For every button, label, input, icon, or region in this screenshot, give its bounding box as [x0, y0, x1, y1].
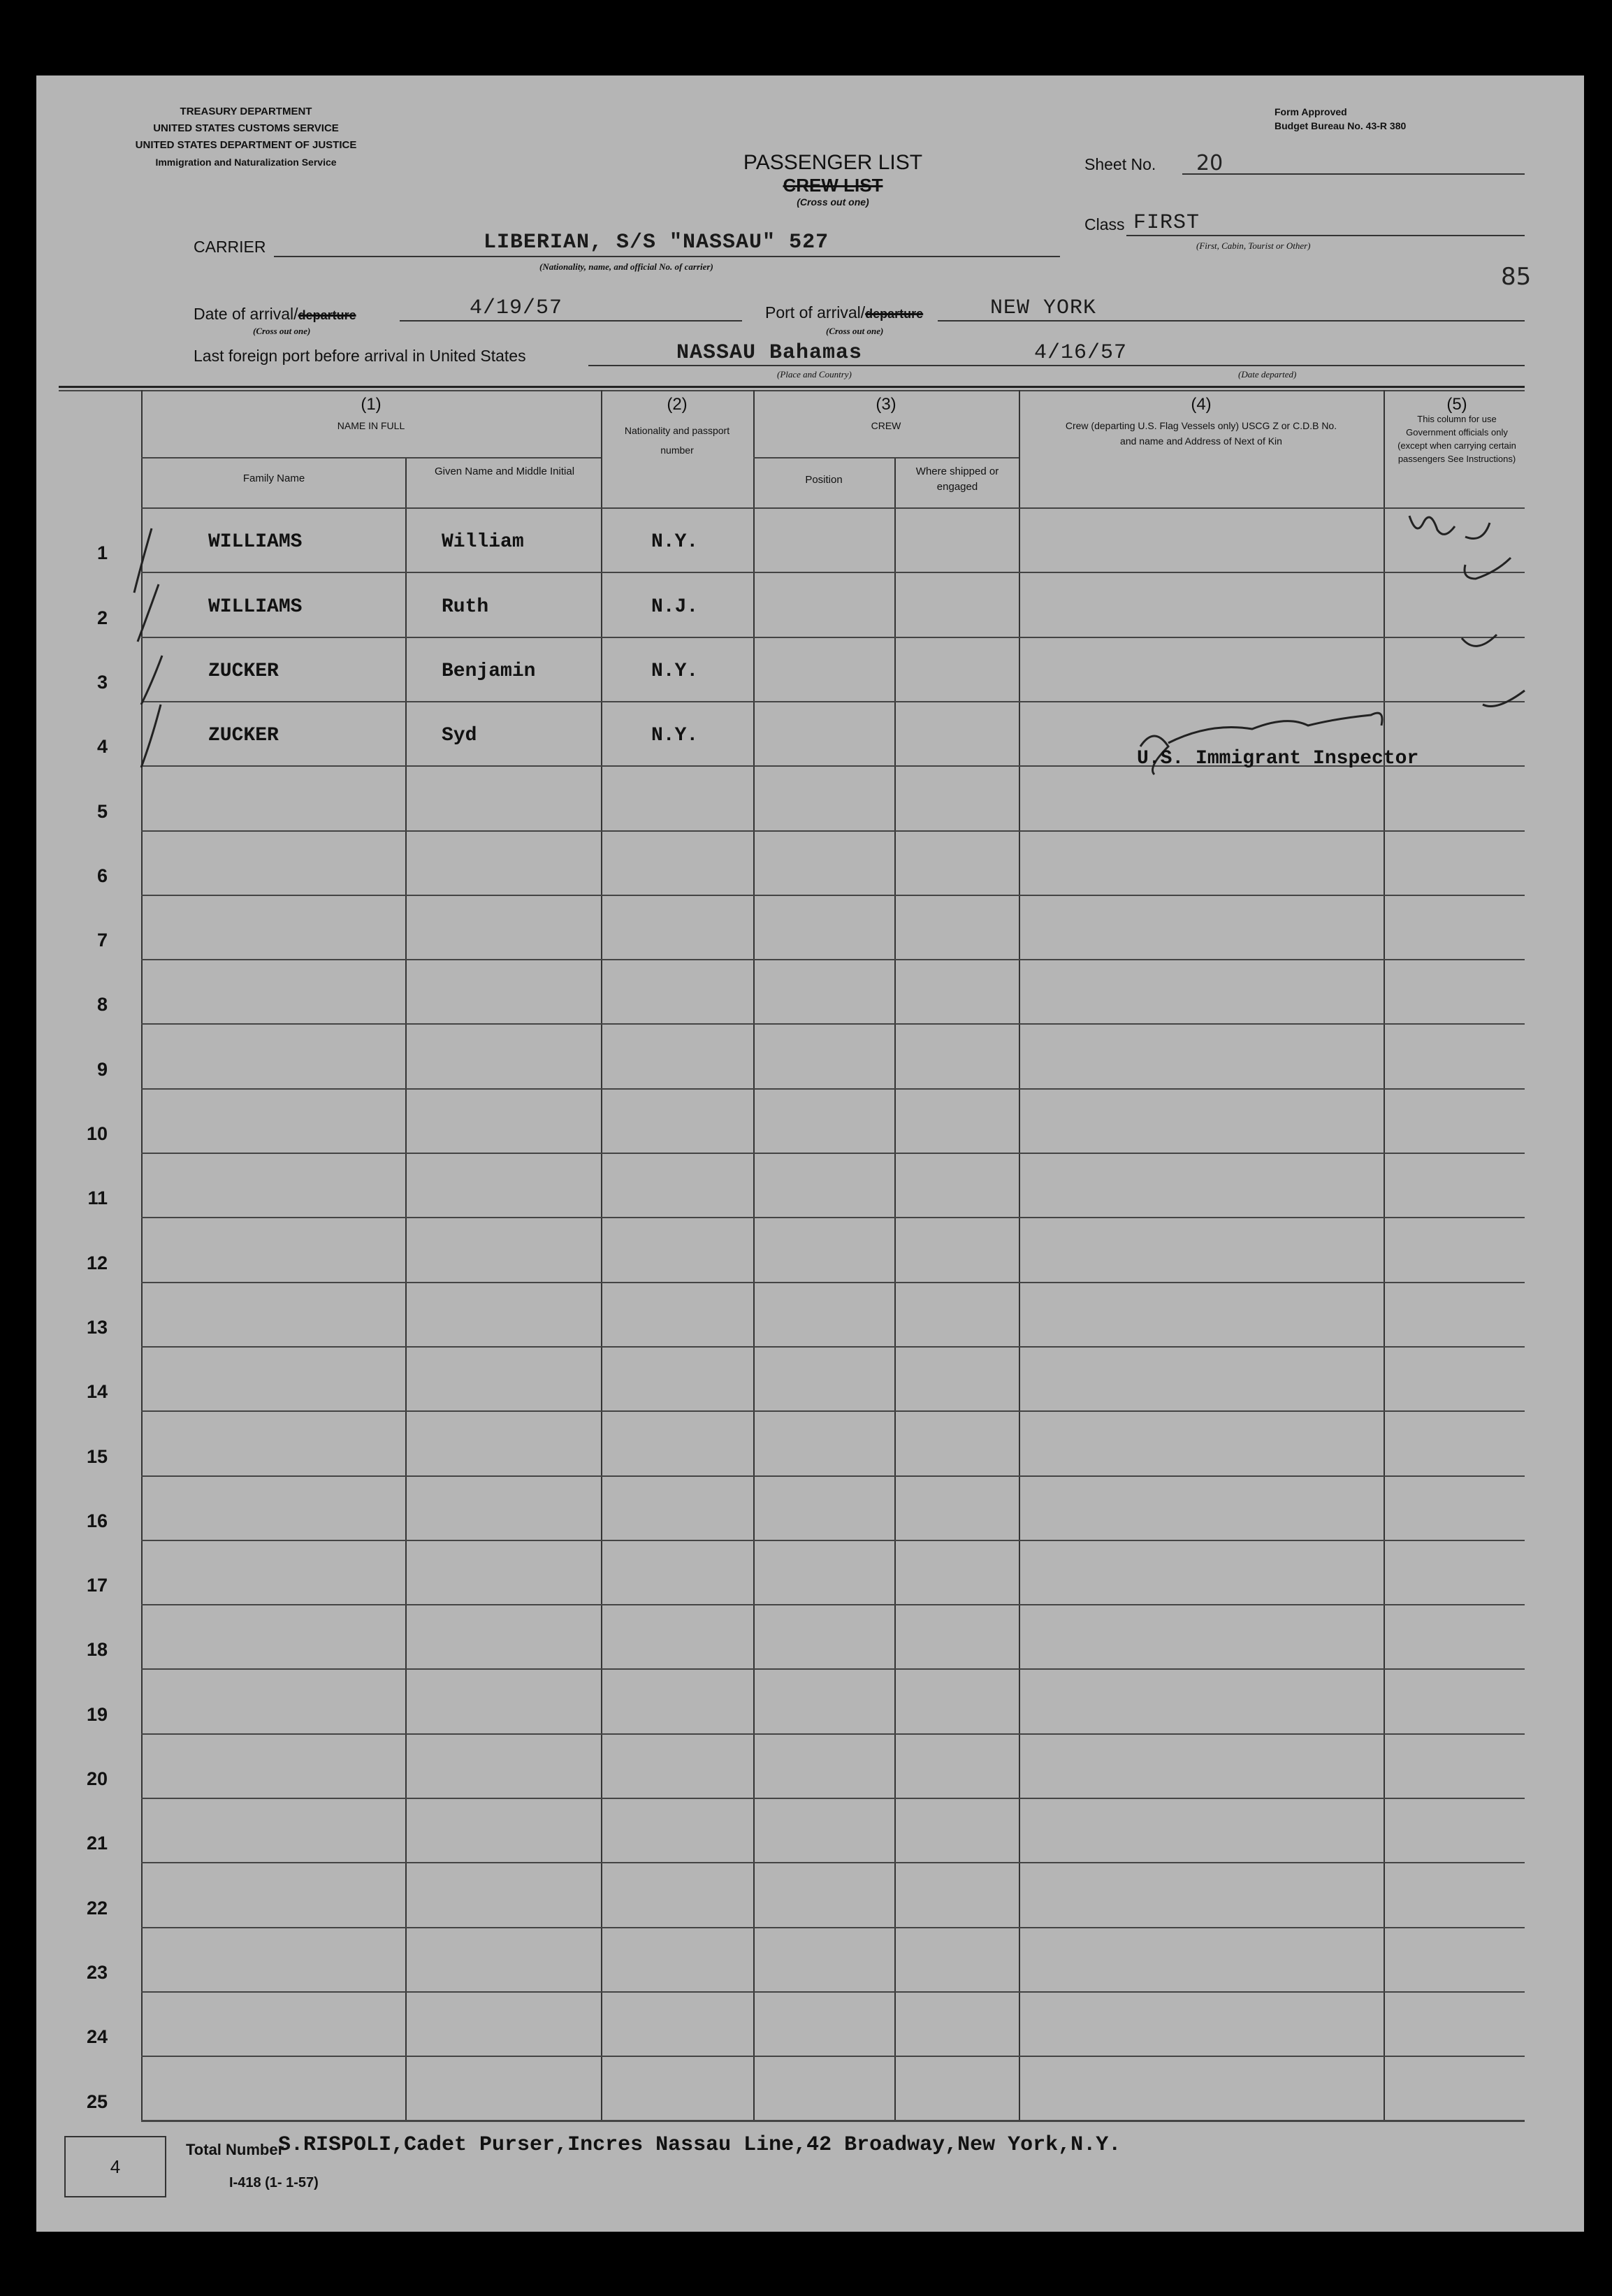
port-caption: (Cross out one) [826, 326, 884, 336]
col-given-header: Given Name and Middle Initial [434, 465, 575, 477]
col1-number: (1) [361, 395, 382, 414]
tick-mark-4 [141, 705, 161, 767]
form-approved-line-1: Form Approved [1275, 106, 1347, 117]
arrival-value: 4/19/57 [470, 296, 563, 320]
carrier-caption: (Nationality, name, and official No. of carrier) [539, 261, 713, 272]
col5-title: This column for use Government officials only (except when carrying certain passengers See Instructions) [1397, 414, 1516, 464]
stamp-number: 85 [1501, 263, 1532, 291]
row-number: 2 [96, 607, 108, 628]
row-number: 24 [86, 2026, 108, 2047]
agency-line-2: UNITED STATES CUSTOMS SERVICE [153, 122, 339, 134]
family-name-cell: WILLIAMS [208, 531, 303, 553]
sheet-label: Sheet No. [1084, 155, 1156, 173]
given-name-cell: Syd [442, 725, 477, 746]
agency-line-4: Immigration and Naturalization Service [155, 157, 337, 168]
agency-line-3: UNITED STATES DEPARTMENT OF JUSTICE [135, 139, 357, 151]
title-note: (Cross out one) [797, 196, 869, 208]
row-number: 20 [86, 1768, 108, 1789]
inspector-stamp: U.S. Immigrant Inspector [1137, 748, 1419, 770]
family-name-cell: ZUCKER [208, 725, 279, 746]
row-number: 13 [86, 1317, 108, 1338]
last-port-value: NASSAU Bahamas [676, 341, 863, 365]
row-number: 16 [86, 1510, 108, 1531]
nationality-cell: N.Y. [651, 531, 699, 553]
tick-mark-3 [141, 656, 162, 705]
row-number: 23 [86, 1962, 108, 1983]
total-number-box: 4 [64, 2136, 166, 2197]
nationality-cell: N.J. [651, 596, 699, 618]
row-number: 5 [96, 801, 108, 822]
row-number: 18 [86, 1639, 108, 1660]
row-number: 8 [96, 994, 108, 1015]
port-struck: departure [865, 307, 924, 321]
port-label-text: Port of arrival/ [765, 303, 866, 322]
class-label: Class [1084, 215, 1125, 233]
total-number-label: Total Number [186, 2141, 284, 2158]
col2-title: Nationality and passport number [624, 425, 730, 456]
agency-line-1: TREASURY DEPARTMENT [180, 106, 312, 117]
row-number: 15 [86, 1446, 108, 1467]
col4-title: Crew (departing U.S. Flag Vessels only) USCG Z or C.D.B No. and name and Address of Next of Kin [1065, 420, 1337, 447]
row-number: 12 [86, 1252, 108, 1273]
last-port-caption: (Place and Country) [777, 369, 852, 380]
given-name-cell: Benjamin [442, 660, 536, 682]
col4-number: (4) [1191, 395, 1212, 414]
form-number: I-418 (1- 1-57) [229, 2175, 319, 2190]
row-number: 22 [86, 1898, 108, 1919]
col5-number: (5) [1446, 395, 1467, 414]
col-position-header: Position [805, 474, 843, 486]
family-name-cell: WILLIAMS [208, 596, 303, 618]
passenger-list-form [36, 75, 1584, 2232]
row-number: 19 [86, 1704, 108, 1725]
check-mark-2 [1465, 558, 1511, 579]
form-approved-line-2: Budget Bureau No. 43-R 380 [1275, 120, 1407, 131]
carrier-value: LIBERIAN, S/S "NASSAU" 527 [484, 231, 829, 254]
col2-number: (2) [667, 395, 688, 414]
class-value: FIRST [1133, 211, 1200, 235]
arrival-label-text: Date of arrival/ [194, 305, 298, 323]
last-port-date-caption: (Date departed) [1238, 369, 1297, 380]
check-mark-4 [1483, 691, 1525, 707]
nationality-cell: N.Y. [651, 660, 699, 682]
sheet-value: 20 [1196, 151, 1223, 175]
title-passenger-list: PASSENGER LIST [743, 151, 923, 174]
arrival-caption: (Cross out one) [253, 326, 311, 336]
row-number: 25 [86, 2091, 108, 2112]
check-mark-3 [1462, 635, 1497, 646]
class-caption: (First, Cabin, Tourist or Other) [1196, 240, 1311, 251]
arrival-struck: departure [298, 308, 356, 322]
last-port-label: Last foreign port before arrival in United States [194, 347, 526, 365]
row-number: 7 [96, 930, 108, 951]
row-number: 11 [87, 1187, 108, 1208]
row-number: 1 [96, 542, 108, 563]
port-value: NEW YORK [990, 296, 1097, 320]
col-family-header: Family Name [242, 472, 305, 484]
nationality-cell: N.Y. [651, 725, 699, 746]
title-crew-list-struck: CREW LIST [783, 175, 883, 196]
tick-mark-1 [134, 528, 152, 593]
row-number: 6 [96, 865, 108, 886]
last-port-date: 4/16/57 [1034, 341, 1128, 365]
carrier-label: CARRIER [194, 238, 266, 256]
col3-number: (3) [876, 395, 896, 414]
col3-title: CREW [871, 420, 901, 431]
col1-title: NAME IN FULL [337, 420, 405, 431]
row-number: 17 [86, 1575, 108, 1596]
family-name-cell: ZUCKER [208, 660, 279, 682]
row-number: 14 [86, 1381, 108, 1402]
given-name-cell: William [442, 531, 524, 553]
col-where-header: Where shipped or engaged [915, 465, 999, 493]
tick-mark-2 [138, 584, 159, 642]
check-mark-1 [1409, 516, 1490, 539]
footer-purser-info: S.RISPOLI,Cadet Purser,Incres Nassau Line,42 Broadway,New York,N.Y. [278, 2133, 1121, 2157]
row-number: 10 [86, 1123, 108, 1144]
row-number: 9 [96, 1059, 108, 1080]
given-name-cell: Ruth [442, 596, 489, 618]
row-number: 4 [96, 736, 108, 757]
row-number: 3 [96, 672, 108, 693]
row-number: 21 [86, 1833, 108, 1854]
handwritten-marks [36, 75, 1584, 2232]
